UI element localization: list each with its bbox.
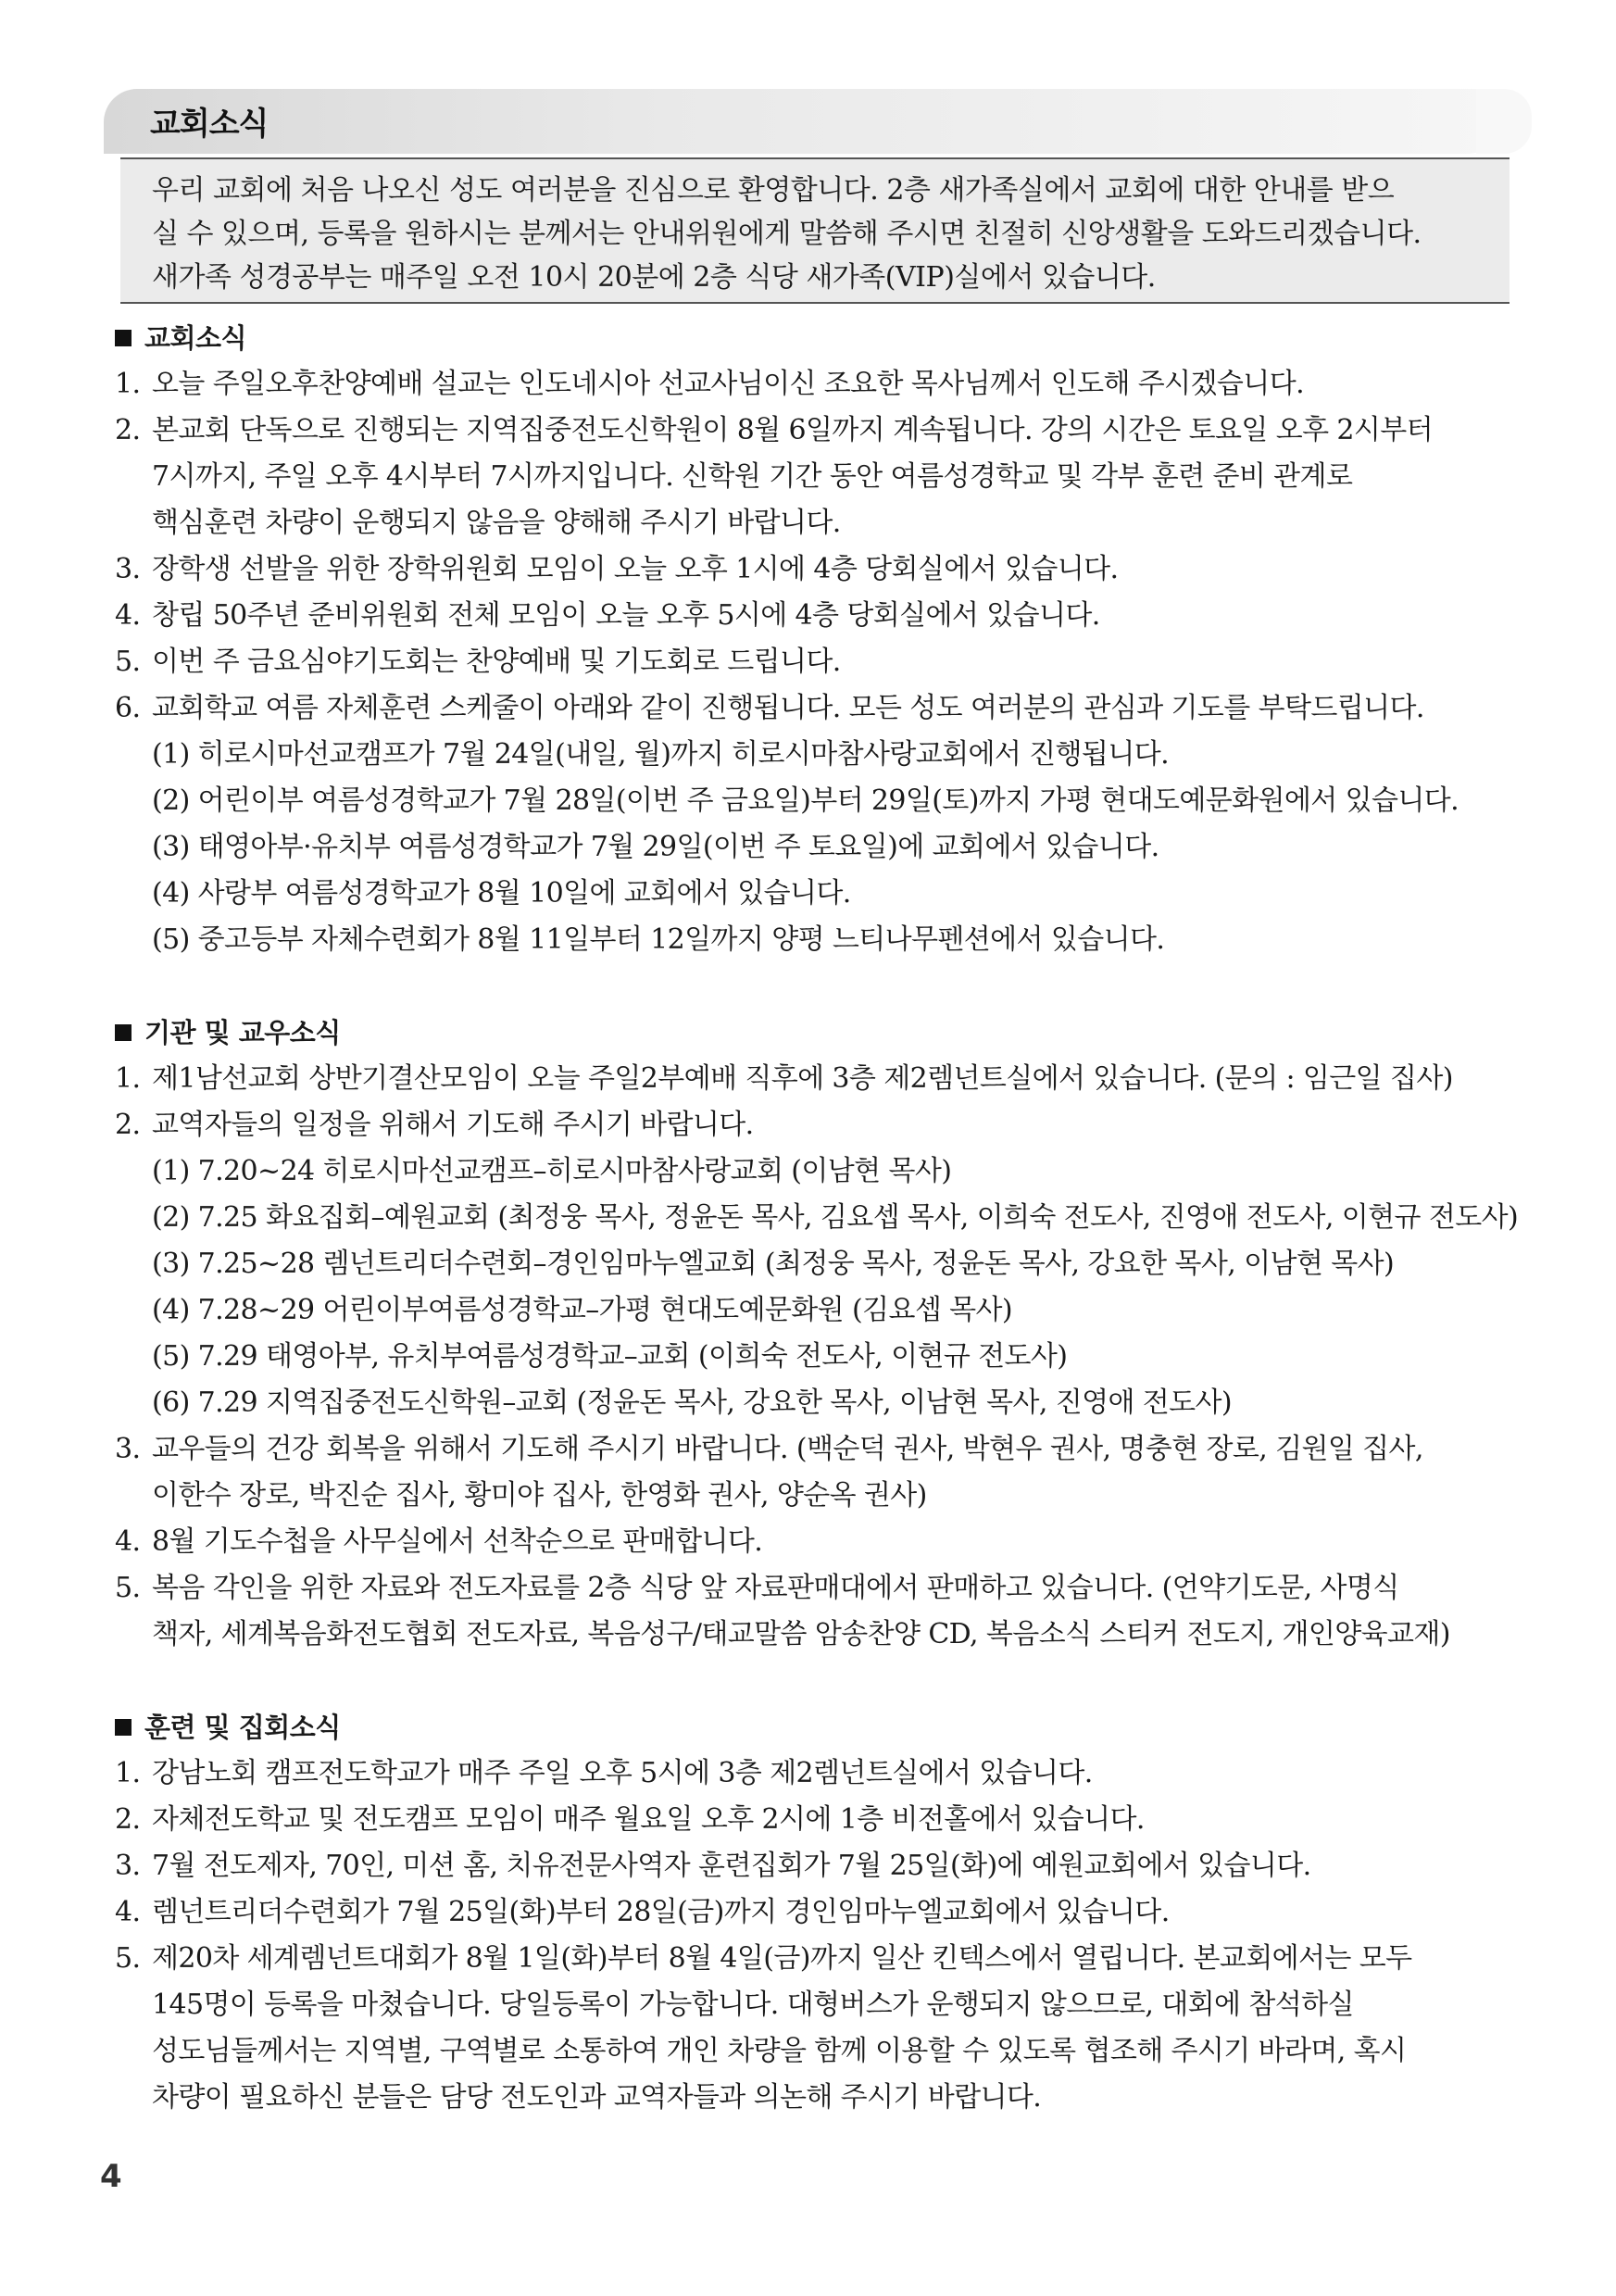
list-item: [115, 408, 1532, 454]
item-text: 이번 주 금요심야기도회는 찬양예배 및 기도회로 드립니다.: [152, 646, 841, 678]
welcome-line: 실 수 있으며, 등록을 원하시는 분께서는 안내위원에게 말씀해 주시면 친절히 신앙생활을 도와드리겠습니다.: [152, 218, 1422, 250]
list-item: [115, 1056, 1532, 1102]
item-number: 5.: [115, 1572, 141, 1604]
sub-item: (2) 7.25 화요집회–예원교회 (최정웅 목사, 정윤돈 목사, 김요셉 목사, 이희숙 전도사, 진영애 전도사, 이현규 전도사): [152, 1201, 1519, 1234]
item-number: 3.: [115, 1850, 141, 1882]
list-item: [115, 1426, 1532, 1473]
item-continuation: 책자, 세계복음화전도협회 전도자료, 복음성구/태교말씀 암송찬양 CD, 복음소식 스티커 전도지, 개인양육교재): [152, 1618, 1450, 1650]
page-number: 4: [100, 2158, 122, 2195]
item-continuation: 7시까지, 주일 오후 4시부터 7시까지입니다. 신학원 기간 동안 여름성경학교 및 각부 훈련 준비 관계로: [152, 460, 1353, 493]
item-continuation: 145명이 등록을 마쳤습니다. 당일등록이 가능합니다. 대형버스가 운행되지 않으므로, 대회에 참석하실: [152, 1989, 1354, 2021]
page-title: 교회소식: [150, 106, 269, 143]
main-content: [115, 315, 1532, 2121]
section-title: 교회소식: [144, 322, 247, 354]
item-number: 2.: [115, 1803, 141, 1836]
sub-item: (1) 히로시마선교캠프가 7월 24일(내일, 월)까지 히로시마참사랑교회에서 진행됩니다.: [152, 738, 1170, 771]
item-number: 1.: [115, 1757, 141, 1789]
item-number: 4.: [115, 1525, 141, 1558]
sub-item: (5) 7.29 태영아부, 유치부여름성경학교–교회 (이희숙 전도사, 이현규 전도사): [152, 1340, 1068, 1373]
list-item: [115, 1797, 1532, 1843]
item-text: 복음 각인을 위한 자료와 전도자료를 2층 식당 앞 자료판매대에서 판매하고 있습니다. (언약기도문, 사명식: [152, 1572, 1399, 1604]
item-text: 자체전도학교 및 전도캠프 모임이 매주 월요일 오후 2시에 1층 비전홀에서 있습니다.: [152, 1803, 1145, 1836]
sub-item: (5) 중고등부 자체수련회가 8월 11일부터 12일까지 양평 느티나무펜션에서 있습니다.: [152, 923, 1165, 956]
item-text: 7월 전도제자, 70인, 미션 홈, 치유전문사역자 훈련집회가 7월 25일(화)에 예원교회에서 있습니다.: [152, 1850, 1311, 1882]
sub-item: (6) 7.29 지역집중전도신학원–교회 (정윤돈 목사, 강요한 목사, 이남현 목사, 진영애 전도사): [152, 1386, 1233, 1419]
item-text: 8월 기도수첩을 사무실에서 선착순으로 판매합니다.: [152, 1525, 763, 1558]
list-item: [115, 1750, 1532, 1797]
welcome-line: 새가족 성경공부는 매주일 오전 10시 20분에 2층 식당 새가족(VIP)실에서 있습니다.: [152, 261, 1156, 294]
item-number: 1.: [115, 1062, 141, 1095]
section-spacer: [115, 963, 1532, 1010]
sub-item: (1) 7.20~24 히로시마선교캠프–히로시마참사랑교회 (이남현 목사): [152, 1155, 952, 1187]
item-text: 강남노회 캠프전도학교가 매주 주일 오후 5시에 3층 제2렘넌트실에서 있습니다.: [152, 1757, 1093, 1789]
list-item: [115, 1519, 1532, 1565]
sub-item: (2) 어린이부 여름성경학교가 7월 28일(이번 주 금요일)부터 29일(토)까지 가평 현대도예문화원에서 있습니다.: [152, 784, 1459, 817]
square-bullet-icon: [115, 330, 132, 346]
item-number: 3.: [115, 553, 141, 585]
section-title: 훈련 및 집회소식: [144, 1712, 341, 1743]
item-number: 5.: [115, 1942, 141, 1975]
section-heading: [115, 1704, 1532, 1750]
item-text: 교우들의 건강 회복을 위해서 기도해 주시기 바랍니다. (백순덕 권사, 박현우 권사, 명충현 장로, 김원일 집사,: [152, 1433, 1423, 1465]
item-continuation: 이한수 장로, 박진순 집사, 황미야 집사, 한영화 권사, 양순옥 권사): [152, 1479, 927, 1512]
item-number: 1.: [115, 368, 141, 400]
list-item: [115, 1565, 1532, 1612]
item-text: 창립 50주년 준비위원회 전체 모임이 오늘 오후 5시에 4층 당회실에서 있습니다.: [152, 599, 1100, 632]
item-text: 렘넌트리더수련회가 7월 25일(화)부터 28일(금)까지 경인임마누엘교회에서 있습니다.: [152, 1896, 1170, 1928]
item-text: 장학생 선발을 위한 장학위원회 모임이 오늘 오후 1시에 4층 당회실에서 있습니다.: [152, 553, 1119, 585]
item-continuation: 차량이 필요하신 분들은 담당 전도인과 교역자들과 의논해 주시기 바랍니다.: [152, 2081, 1042, 2114]
list-item: [115, 1843, 1532, 1889]
item-text: 제1남선교회 상반기결산모임이 오늘 주일2부예배 직후에 3층 제2렘넌트실에서 있습니다. (문의 : 임근일 집사): [152, 1062, 1453, 1095]
item-number: 5.: [115, 646, 141, 678]
list-item: [115, 593, 1532, 639]
item-text: 교회학교 여름 자체훈련 스케줄이 아래와 같이 진행됩니다. 모든 성도 여러분의 관심과 기도를 부탁드립니다.: [152, 692, 1424, 724]
item-text: 오늘 주일오후찬양예배 설교는 인도네시아 선교사님이신 조요한 목사님께서 인도해 주시겠습니다.: [152, 368, 1305, 400]
item-text: 제20차 세계렘넌트대회가 8월 1일(화)부터 8월 4일(금)까지 일산 킨텍스에서 열립니다. 본교회에서는 모두: [152, 1942, 1412, 1975]
welcome-line: 우리 교회에 처음 나오신 성도 여러분을 진심으로 환영합니다. 2층 새가족실에서 교회에 대한 안내를 받으: [152, 174, 1395, 207]
section-heading: [115, 315, 1532, 361]
section-title: 기관 및 교우소식: [144, 1017, 341, 1048]
list-item: [115, 361, 1532, 408]
sub-item: (3) 7.25~28 렘넌트리더수련회–경인임마누엘교회 (최정웅 목사, 정윤돈 목사, 강요한 목사, 이남현 목사): [152, 1248, 1395, 1280]
item-number: 2.: [115, 1109, 141, 1141]
item-number: 6.: [115, 692, 141, 724]
header-tab: [104, 89, 1504, 154]
item-number: 4.: [115, 599, 141, 632]
sub-item: (4) 사랑부 여름성경학교가 8월 10일에 교회에서 있습니다.: [152, 877, 851, 910]
item-text: 본교회 단독으로 진행되는 지역집중전도신학원이 8월 6일까지 계속됩니다. 강의 시간은 토요일 오후 2시부터: [152, 414, 1434, 446]
item-number: 2.: [115, 414, 141, 446]
square-bullet-icon: [115, 1024, 132, 1041]
section-spacer: [115, 1658, 1532, 1704]
item-continuation: 핵심훈련 차량이 운행되지 않음을 양해해 주시기 바랍니다.: [152, 507, 841, 539]
square-bullet-icon: [115, 1719, 132, 1736]
section-heading: [115, 1010, 1532, 1056]
list-item: [115, 685, 1532, 732]
sub-item: (3) 태영아부·유치부 여름성경학교가 7월 29일(이번 주 토요일)에 교회에서 있습니다.: [152, 831, 1159, 863]
item-text: 교역자들의 일정을 위해서 기도해 주시기 바랍니다.: [152, 1109, 754, 1141]
welcome-box: [120, 157, 1510, 304]
sub-item: (4) 7.28~29 어린이부여름성경학교–가평 현대도예문화원 (김요셉 목사): [152, 1294, 1013, 1326]
list-item: [115, 639, 1532, 685]
list-item: [115, 546, 1532, 593]
item-number: 4.: [115, 1896, 141, 1928]
list-item: [115, 1936, 1532, 1982]
item-number: 3.: [115, 1433, 141, 1465]
list-item: [115, 1889, 1532, 1936]
item-continuation: 성도님들께서는 지역별, 구역별로 소통하여 개인 차량을 함께 이용할 수 있도록 협조해 주시기 바라며, 혹시: [152, 2035, 1407, 2067]
list-item: [115, 1102, 1532, 1148]
